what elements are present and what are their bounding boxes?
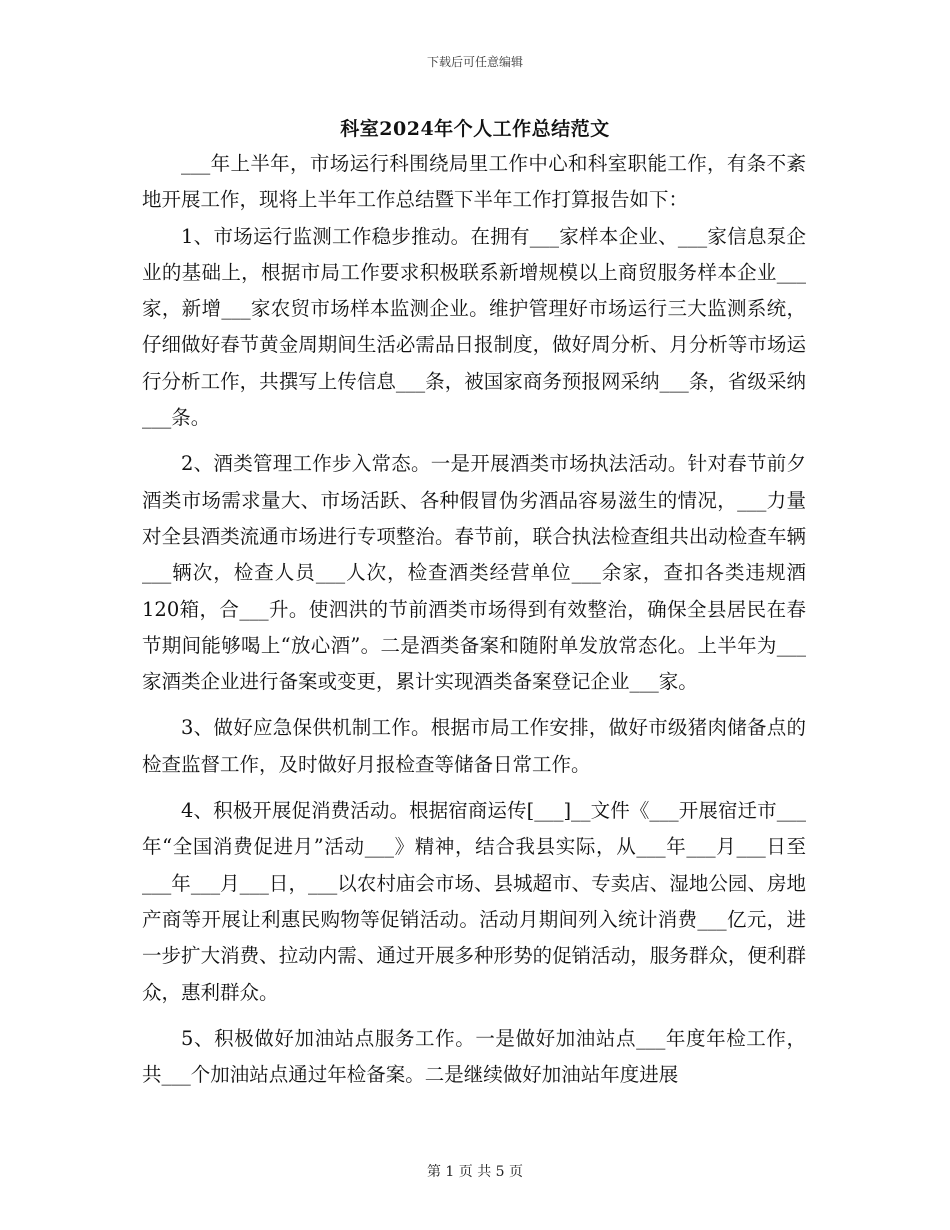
paragraph-4: 4、积极开展促消费活动。根据宿商运传[___]__文件《___开展宿迁市___年“全国消费促进月”活动___》精神，结合我县实际，从___年___月___日至___年___月___日，___以农村庙会市场、县城超市、专卖店、湿地公园、房地产商等开展让利惠民购物等促销活动。活动月期间列入统计消费___亿元，进一步扩大消费、拉动内需、通过开展多种形势的促销活动，服务群众，便利群众，惠利群众。	[142, 799, 806, 1004]
document-title: 科室2024年个人工作总结范文	[340, 118, 610, 140]
page-number-footer: 第 1 页 共 5 页	[426, 1164, 524, 1180]
paragraph-1: 1、市场运行监测工作稳步推动。在拥有___家样本企业、___家信息泵企业的基础上，根据市局工作要求积极联系新增规模以上商贸服务样本企业___家，新增___家农贸市场样本监测企业。维护管理好市场运行三大监测系统，仔细做好春节黄金周期间生活必需品日报制度，做好周分析、月分析等市场运行分析工作，共撰写上传信息___条，被国家商务预报网采纳___条，省级采纳___条。	[142, 224, 806, 430]
paragraph-3: 3、做好应急保供机制工作。根据市局工作安排，做好市级猪肉储备点的检查监督工作，及时做好月报检查等储备日常工作。	[142, 716, 806, 776]
document-body	[142, 146, 806, 1093]
paragraph-5: 5、积极做好加油站点服务工作。一是做好加油站点___年度年检工作，共___个加油站点通过年检备案。二是继续做好加油站年度进展	[142, 1026, 806, 1087]
paragraph-2: 2、酒类管理工作步入常态。一是开展酒类市场执法活动。针对春节前夕酒类市场需求量大、市场活跃、各种假冒伪劣酒品容易滋生的情况，___力量对全县酒类流通市场进行专项整治。春节前，联合执法检查组共出动检查车辆___辆次，检查人员___人次，检查酒类经营单位___余家，查扣各类违规酒120箱，合___升。使泗洪的节前酒类市场得到有效整治，确保全县居民在春节期间能够喝上“放心酒”。二是酒类备案和随附单发放常态化。上半年为___家酒类企业进行备案或变更，累计实现酒类备案登记企业___家。	[142, 452, 806, 694]
paragraph-intro: ___年上半年，市场运行科围绕局里工作中心和科室职能工作，有条不紊地开展工作，现将上半年工作总结暨下半年工作打算报告如下：	[142, 152, 806, 212]
page-header-note: 下载后可任意编辑	[426, 55, 523, 69]
